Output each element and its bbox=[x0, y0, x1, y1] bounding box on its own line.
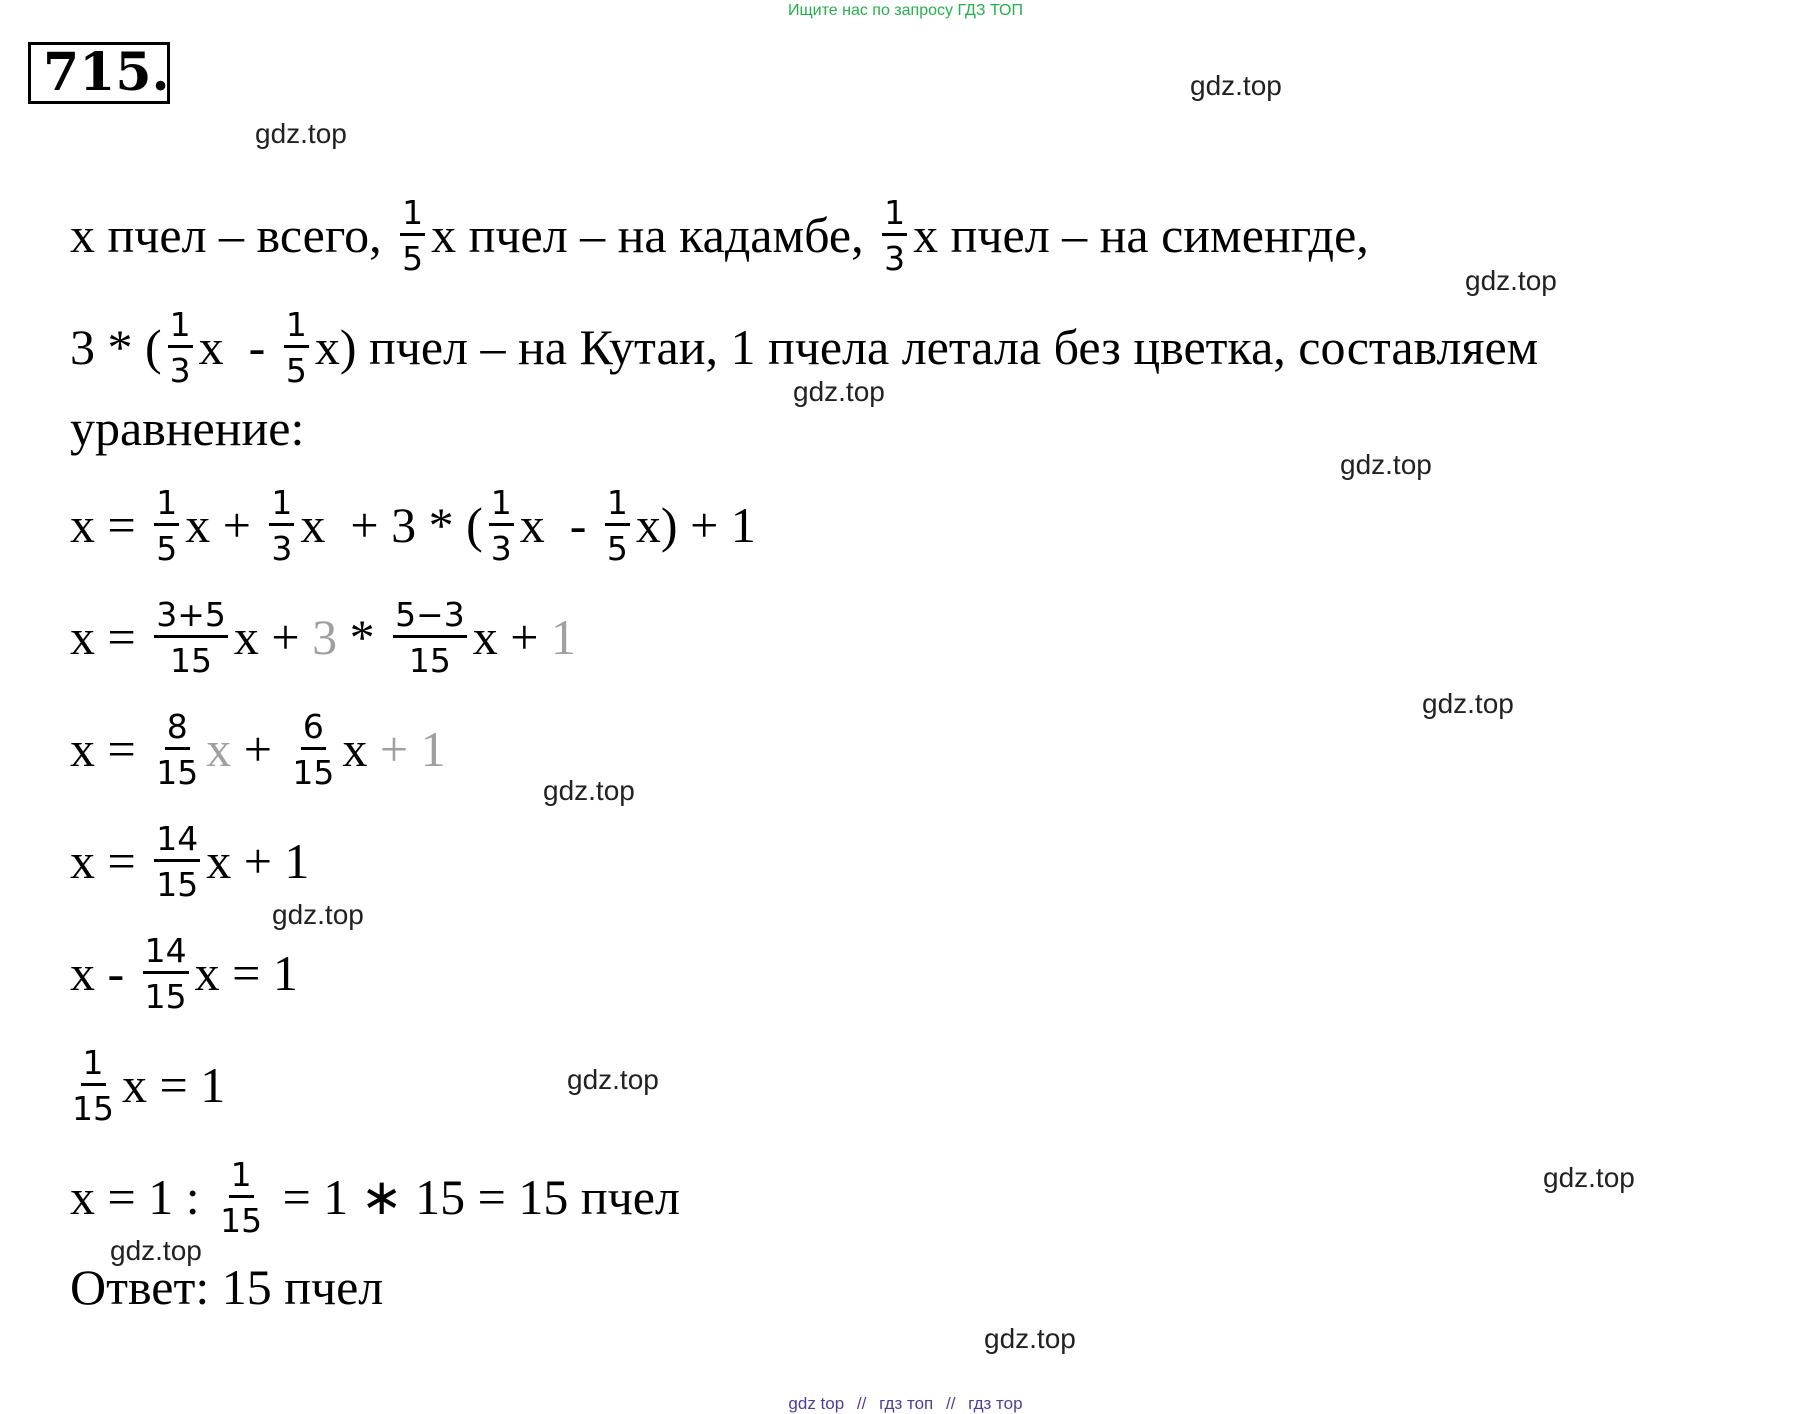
footer-separator: // bbox=[945, 1394, 956, 1413]
denominator: 3 bbox=[169, 350, 191, 390]
text: x = 1 bbox=[194, 945, 298, 1001]
text: уравнение: bbox=[70, 400, 305, 456]
denominator: 5 bbox=[156, 528, 178, 568]
answer-text: Ответ: 15 пчел bbox=[70, 1259, 384, 1315]
numerator: 1 bbox=[269, 486, 294, 526]
footer-links bbox=[0, 1394, 1811, 1414]
equation-4 bbox=[70, 806, 309, 916]
denominator: 3 bbox=[271, 528, 293, 568]
watermark: gdz.top bbox=[272, 899, 364, 930]
watermark: gdz.top bbox=[255, 118, 347, 149]
watermark: gdz.top bbox=[567, 1064, 659, 1095]
text: x = bbox=[70, 721, 149, 777]
equation-3 bbox=[70, 694, 446, 804]
fraction bbox=[154, 706, 200, 792]
fraction bbox=[284, 304, 309, 390]
text: x пчел – на кадамбе, bbox=[431, 207, 877, 263]
footer-link[interactable]: gdz top bbox=[788, 1394, 845, 1413]
numerator: 1 bbox=[168, 308, 193, 348]
text: x) + 1 bbox=[635, 497, 756, 553]
text: x = 1 bbox=[122, 1057, 226, 1113]
text: x) пчел – на Кутаи, 1 пчела летала без цветка, составляем bbox=[314, 319, 1539, 375]
numerator: 1 bbox=[284, 308, 309, 348]
denominator: 15 bbox=[408, 640, 451, 680]
text: x = bbox=[70, 497, 149, 553]
fraction bbox=[143, 930, 189, 1016]
footer-separator: // bbox=[856, 1394, 867, 1413]
footer-link[interactable]: гдз тор bbox=[968, 1394, 1023, 1413]
denominator: 15 bbox=[220, 1200, 263, 1240]
numerator: 1 bbox=[229, 1158, 254, 1198]
fraction bbox=[168, 304, 193, 390]
watermark: gdz.top bbox=[543, 775, 635, 806]
text: x + bbox=[185, 497, 264, 553]
equation-2 bbox=[70, 582, 576, 692]
statement-line-3 bbox=[70, 378, 304, 478]
text: x = 1 : bbox=[70, 1169, 213, 1225]
watermark: gdz.top bbox=[1465, 265, 1557, 296]
text: 3 bbox=[312, 609, 338, 665]
answer bbox=[70, 1242, 383, 1332]
fraction bbox=[269, 482, 294, 568]
text: x + bbox=[233, 609, 313, 665]
denominator: 15 bbox=[144, 976, 187, 1016]
denominator: 5 bbox=[285, 350, 307, 390]
fraction bbox=[393, 594, 467, 680]
denominator: 15 bbox=[170, 640, 213, 680]
numerator: 1 bbox=[81, 1046, 106, 1086]
text: x - bbox=[70, 945, 137, 1001]
text: * bbox=[337, 609, 388, 665]
fraction bbox=[605, 482, 630, 568]
footer-link[interactable]: гдз топ bbox=[879, 1394, 934, 1413]
equation-7 bbox=[70, 1142, 680, 1252]
equation-5 bbox=[70, 918, 298, 1028]
text: x = bbox=[70, 833, 149, 889]
numerator: 6 bbox=[301, 710, 326, 750]
fraction bbox=[290, 706, 336, 792]
text: x - bbox=[198, 319, 278, 375]
text: x + bbox=[472, 609, 551, 665]
text: 3 * ( bbox=[70, 319, 162, 375]
problem-number: 715. bbox=[28, 42, 170, 104]
watermark: gdz.top bbox=[1543, 1162, 1635, 1193]
watermark: gdz.top bbox=[793, 376, 885, 407]
text: x = bbox=[70, 609, 149, 665]
watermark: gdz.top bbox=[1190, 70, 1282, 101]
watermark: gdz.top bbox=[110, 1235, 202, 1266]
watermark: gdz.top bbox=[984, 1323, 1076, 1354]
text: x пчел – всего, bbox=[70, 207, 395, 263]
numerator: 8 bbox=[165, 710, 190, 750]
text: = 1 ∗ 15 = 15 пчел bbox=[270, 1169, 680, 1225]
fraction bbox=[154, 482, 179, 568]
fraction bbox=[218, 1154, 264, 1240]
numerator: 1 bbox=[400, 196, 425, 236]
fraction bbox=[70, 1042, 116, 1128]
text: + 1 bbox=[367, 721, 446, 777]
text: x пчел – на сименгде, bbox=[913, 207, 1369, 263]
text: x - bbox=[519, 497, 599, 553]
numerator: 14 bbox=[154, 822, 200, 862]
numerator: 3+5 bbox=[154, 598, 228, 638]
denominator: 15 bbox=[156, 864, 199, 904]
numerator: 1 bbox=[154, 486, 179, 526]
numerator: 1 bbox=[605, 486, 630, 526]
numerator: 5−3 bbox=[393, 598, 467, 638]
text: x bbox=[342, 721, 368, 777]
equation-6 bbox=[64, 1030, 225, 1140]
text: x + 3 * ( bbox=[300, 497, 483, 553]
numerator: 14 bbox=[143, 934, 189, 974]
statement-line-1 bbox=[70, 180, 1369, 290]
equation-1 bbox=[70, 470, 756, 580]
denominator: 15 bbox=[156, 752, 199, 792]
denominator: 5 bbox=[606, 528, 628, 568]
text: 1 bbox=[550, 609, 576, 665]
fraction bbox=[882, 192, 907, 278]
text: x + 1 bbox=[206, 833, 310, 889]
text: x bbox=[206, 721, 232, 777]
numerator: 1 bbox=[489, 486, 514, 526]
denominator: 3 bbox=[884, 238, 906, 278]
fraction bbox=[489, 482, 514, 568]
fraction bbox=[400, 192, 425, 278]
text: + bbox=[231, 721, 285, 777]
watermark: gdz.top bbox=[1340, 449, 1432, 480]
watermark: gdz.top bbox=[1422, 688, 1514, 719]
denominator: 3 bbox=[490, 528, 512, 568]
denominator: 5 bbox=[402, 238, 424, 278]
denominator: 15 bbox=[72, 1088, 114, 1128]
denominator: 15 bbox=[292, 752, 335, 792]
fraction bbox=[154, 594, 228, 680]
numerator: 1 bbox=[882, 196, 907, 236]
fraction bbox=[154, 818, 200, 904]
search-banner: Ищите нас по запросу ГДЗ ТОП bbox=[788, 2, 1023, 19]
